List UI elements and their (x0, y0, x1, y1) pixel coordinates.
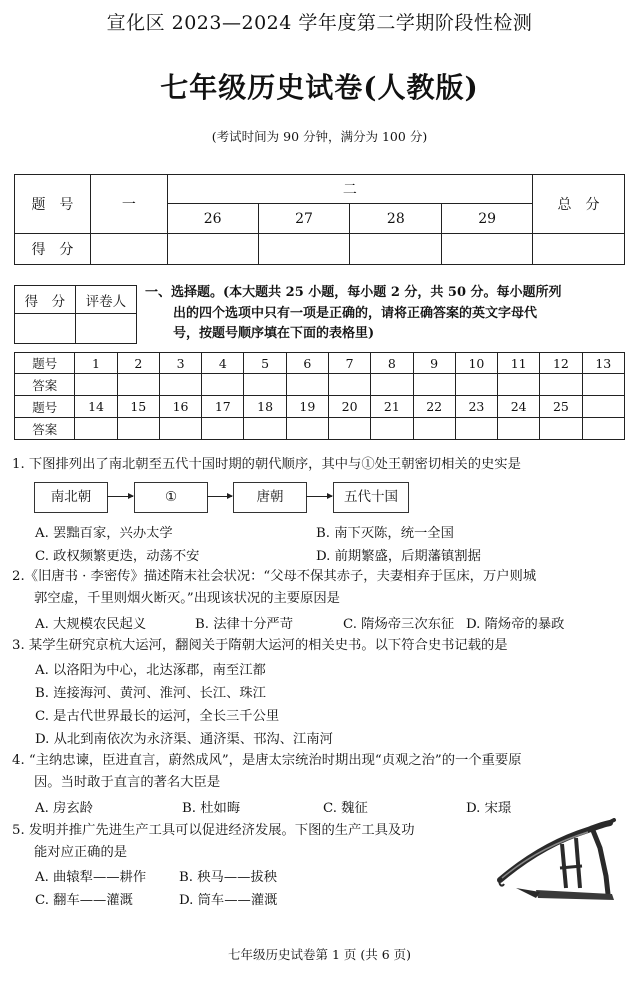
grid-question-number: 20 (328, 396, 370, 418)
grader-box (14, 285, 137, 344)
paper-title: 七年级历史试卷(人教版) (160, 71, 479, 104)
grid-answer-cell[interactable] (244, 374, 286, 396)
grid-answer-cell[interactable] (498, 418, 540, 440)
grid-question-number: 18 (244, 396, 286, 418)
grid-question-number: 3 (159, 353, 201, 374)
grid-label-ans: 答案 (15, 418, 75, 440)
grid-question-number: 4 (202, 353, 244, 374)
q3-option-b[interactable]: B. 连接海河、黄河、淮河、长江、珠江 (35, 686, 266, 701)
q2-option-c[interactable]: C. 隋炀帝三次东征 (343, 617, 455, 632)
flow-box-tang: 唐朝 (233, 482, 307, 513)
grid-answer-cell[interactable] (328, 374, 370, 396)
q5-line1: 5. 发明并推广先进生产工具可以促进经济发展。下图的生产工具及功 (12, 823, 415, 838)
grid-question-number: 14 (75, 396, 117, 418)
flow-box-wudai: 五代十国 (333, 482, 409, 513)
q5-option-c[interactable]: C. 翻车——灌溉 (35, 893, 133, 908)
grader-reviewer-label: 评卷人 (75, 286, 136, 314)
score-header-total: 总 分 (533, 175, 625, 234)
q1-option-b[interactable]: B. 南下灭陈，统一全国 (316, 526, 454, 541)
q2-option-d[interactable]: D. 隋炀帝的暴政 (466, 617, 565, 632)
grid-answer-cell[interactable] (455, 418, 497, 440)
score-cell[interactable] (167, 234, 258, 265)
page-footer: 七年级历史试卷第 1 页 (共 6 页) (227, 947, 412, 962)
answer-grid (14, 352, 625, 440)
score-cell[interactable] (350, 234, 442, 265)
grid-question-number: 22 (413, 396, 455, 418)
score-sub-26: 26 (167, 204, 258, 234)
grid-answer-cell[interactable] (455, 374, 497, 396)
score-cell[interactable] (90, 234, 167, 265)
grid-answer-cell[interactable] (540, 418, 582, 440)
q4-option-c[interactable]: C. 魏征 (323, 801, 368, 816)
grid-answer-cell[interactable] (540, 374, 582, 396)
grid-question-number: 24 (498, 396, 540, 418)
grid-answer-cell[interactable] (582, 418, 624, 440)
flow-arrow-icon (107, 496, 133, 497)
exam-header-title: 宣化区 2023—2024 学年度第二学期阶段性检测 (106, 12, 533, 34)
grid-question-number: 25 (540, 396, 582, 418)
section1-line2: 出的四个选项中只有一项是正确的，请将正确答案的英文字母代 (173, 305, 538, 321)
grid-answer-cell[interactable] (117, 374, 159, 396)
flow-box-blank: ① (134, 482, 208, 513)
grid-answer-cell[interactable] (413, 374, 455, 396)
grid-question-number: 8 (371, 353, 413, 374)
q2-option-b[interactable]: B. 法律十分严苛 (195, 617, 294, 632)
grid-question-number: 12 (540, 353, 582, 374)
grid-question-number: 19 (286, 396, 328, 418)
grid-label-num: 题号 (15, 396, 75, 418)
grader-score-label: 得 分 (15, 286, 76, 314)
q2-line2: 郭空虚，千里则烟火断灭。”出现该状况的主要原因是 (34, 591, 340, 606)
grid-answer-cell[interactable] (413, 418, 455, 440)
grid-answer-cell[interactable] (202, 374, 244, 396)
q1-option-a[interactable]: A. 罢黜百家，兴办太学 (35, 526, 173, 541)
grid-question-number: 5 (244, 353, 286, 374)
grid-question-number: 16 (159, 396, 201, 418)
flow-arrow-icon (207, 496, 232, 497)
q4-option-d[interactable]: D. 宋璟 (466, 801, 512, 816)
grid-answer-cell[interactable] (202, 418, 244, 440)
q3-stem: 3. 某学生研究京杭大运河，翻阅关于隋朝大运河的相关史书。以下符合史书记载的是 (12, 638, 508, 653)
q5-line2: 能对应正确的是 (34, 845, 128, 860)
grid-answer-cell[interactable] (286, 418, 328, 440)
score-header-part1: 一 (90, 175, 167, 234)
grid-answer-cell[interactable] (582, 374, 624, 396)
grid-question-number: 7 (328, 353, 370, 374)
grader-reviewer-cell[interactable] (75, 314, 136, 344)
score-sub-27: 27 (258, 204, 350, 234)
score-sub-29: 29 (442, 204, 533, 234)
exam-time-note: (考试时间为 90 分钟，满分为 100 分) (211, 129, 428, 144)
grid-question-number: 13 (582, 353, 624, 374)
q2-option-a[interactable]: A. 大规模农民起义 (35, 617, 147, 632)
grid-answer-cell[interactable] (371, 418, 413, 440)
section1-line3: 号，按题号顺序填在下面的表格里) (173, 326, 375, 341)
q4-line2: 因。当时敢于直言的著名大臣是 (34, 775, 221, 790)
q5-option-b[interactable]: B. 秧马——拔秧 (179, 870, 278, 885)
q2-stem (12, 566, 634, 610)
flow-box-nanbeichao: 南北朝 (34, 482, 108, 513)
grid-label-ans: 答案 (15, 374, 75, 396)
score-table (14, 174, 625, 265)
grid-question-number (582, 396, 624, 418)
q1-option-c[interactable]: C. 政权频繁更迭，动荡不安 (35, 549, 200, 564)
grid-answer-cell[interactable] (75, 374, 117, 396)
score-cell[interactable] (258, 234, 350, 265)
grid-question-number: 11 (498, 353, 540, 374)
grid-answer-cell[interactable] (286, 374, 328, 396)
grid-question-number: 9 (413, 353, 455, 374)
q2-line1: 2.《旧唐书 · 李密传》描述隋末社会状况：“父母不保其赤子，夫妻相弃于匡床，万户则城 (12, 569, 537, 584)
q4-line1: 4. “主纳忠谏，臣进直言，蔚然成风”，是唐太宗统治时期出现“贞观之治”的一个重要原 (12, 753, 522, 768)
q1-stem: 1. 下图排列出了南北朝至五代十国时期的朝代顺序，其中与①处王朝密切相关的史实是 (12, 457, 521, 472)
q3-option-a[interactable]: A. 以洛阳为中心，北达涿郡，南至江都 (35, 663, 266, 678)
q3-option-d[interactable]: D. 从北到南依次为永济渠、通济渠、邗沟、江南河 (35, 732, 333, 747)
grid-answer-cell[interactable] (159, 374, 201, 396)
grid-label-num: 题号 (15, 353, 75, 374)
grid-answer-cell[interactable] (244, 418, 286, 440)
score-header-part2: 二 (167, 175, 532, 204)
q3-option-c[interactable]: C. 是古代世界最长的运河，全长三千公里 (35, 709, 280, 724)
grid-question-number: 21 (371, 396, 413, 418)
score-header-tihao: 题 号 (15, 175, 91, 234)
q5-option-d[interactable]: D. 筒车——灌溉 (179, 893, 278, 908)
q4-option-a[interactable]: A. 房玄龄 (35, 801, 93, 816)
grid-answer-cell[interactable] (371, 374, 413, 396)
q4-stem (12, 750, 634, 794)
grader-score-cell[interactable] (15, 314, 76, 344)
grid-answer-cell[interactable] (117, 418, 159, 440)
q4-option-b[interactable]: B. 杜如晦 (182, 801, 241, 816)
grid-question-number: 6 (286, 353, 328, 374)
score-cell[interactable] (533, 234, 625, 265)
section1-line1: 一、选择题。(本大题共 25 小题，每小题 2 分，共 50 分。每小题所列 (145, 285, 562, 300)
q5-stem (12, 820, 502, 864)
grid-question-number: 23 (455, 396, 497, 418)
grid-question-number: 17 (202, 396, 244, 418)
grid-answer-cell[interactable] (75, 418, 117, 440)
section1-instructions (145, 283, 631, 345)
grid-question-number: 15 (117, 396, 159, 418)
grid-question-number: 10 (455, 353, 497, 374)
score-cell[interactable] (442, 234, 533, 265)
grid-answer-cell[interactable] (159, 418, 201, 440)
q5-option-a[interactable]: A. 曲辕犁——耕作 (35, 870, 147, 885)
grid-answer-cell[interactable] (328, 418, 370, 440)
score-sub-28: 28 (350, 204, 442, 234)
grid-question-number: 2 (117, 353, 159, 374)
grid-answer-cell[interactable] (498, 374, 540, 396)
flow-arrow-icon (306, 496, 332, 497)
grid-question-number: 1 (75, 353, 117, 374)
score-row-label: 得 分 (15, 234, 91, 265)
q1-option-d[interactable]: D. 前期繁盛，后期藩镇割据 (316, 549, 481, 564)
curved-plow-image (496, 818, 626, 910)
